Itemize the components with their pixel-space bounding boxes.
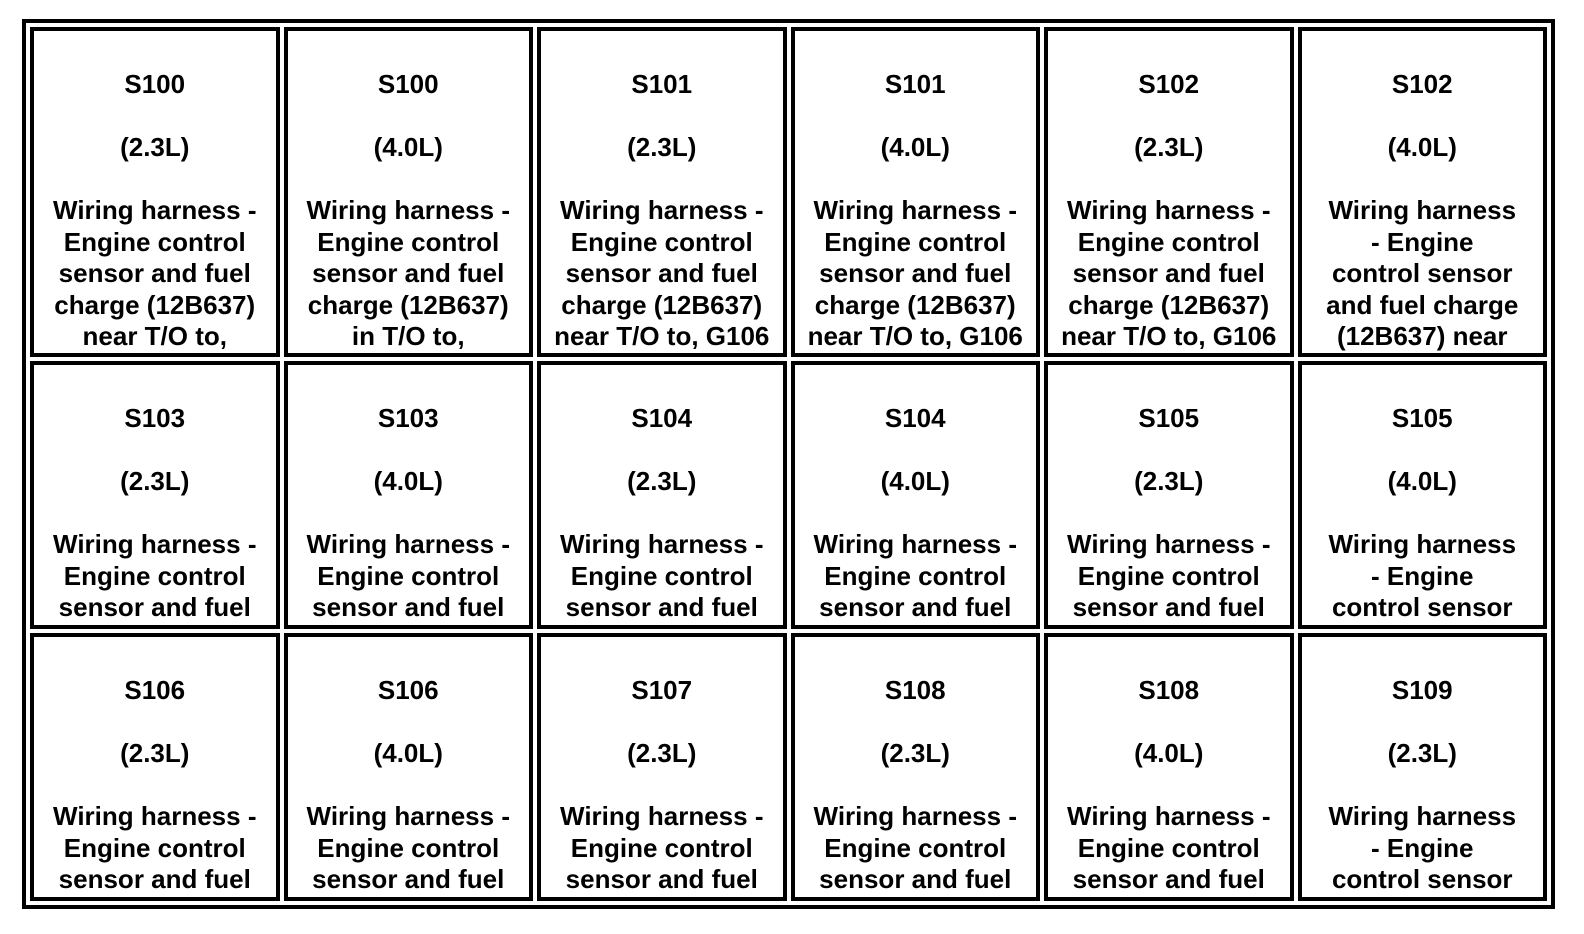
splice-description: Wiring harness - Engine control sensor and fuel (813, 800, 1017, 895)
engine-variant: (4.0L) (880, 465, 950, 496)
splice-id: S109 (1391, 674, 1453, 705)
splice-id: S108 (884, 674, 946, 705)
splice-id: S107 (631, 674, 693, 705)
splice-description: Wiring harness - Engine control sensor and fuel charge (12B637) near T/O to, G106 (1061, 194, 1277, 352)
splice-cell (537, 633, 787, 901)
splice-cell (1044, 27, 1294, 357)
engine-variant: (4.0L) (1134, 737, 1204, 768)
engine-variant: (2.3L) (120, 131, 190, 162)
engine-variant: (4.0L) (373, 465, 443, 496)
splice-description: Wiring harness - Engine control sensor and fuel charge (12B637) in T/O to, (306, 194, 510, 352)
splice-cell (1298, 361, 1548, 629)
splice-id: S103 (377, 402, 439, 433)
splice-description: Wiring harness - Engine control sensor and fuel (560, 528, 764, 623)
splice-description: Wiring harness - Engine control sensor and fuel (306, 800, 510, 895)
splice-description: Wiring harness - Engine control sensor (1328, 800, 1517, 895)
splice-description: Wiring harness - Engine control sensor and fuel charge (12B637) near (1326, 194, 1519, 352)
splice-cell (791, 361, 1041, 629)
splice-table (22, 19, 1555, 909)
engine-variant: (2.3L) (880, 737, 950, 768)
splice-description: Wiring harness - Engine control sensor and fuel (53, 800, 257, 895)
splice-description: Wiring harness - Engine control sensor and fuel (813, 528, 1017, 623)
splice-description: Wiring harness - Engine control sensor (1328, 528, 1517, 623)
engine-variant: (2.3L) (627, 465, 697, 496)
splice-id: S106 (124, 674, 186, 705)
splice-description: Wiring harness - Engine control sensor and fuel charge (12B637) near T/O to, G106 (554, 194, 770, 352)
engine-variant: (4.0L) (1387, 465, 1457, 496)
splice-id: S106 (377, 674, 439, 705)
splice-description: Wiring harness - Engine control sensor and fuel charge (12B637) near T/O to, (53, 194, 257, 352)
splice-id: S101 (631, 68, 693, 99)
splice-id: S108 (1138, 674, 1200, 705)
engine-variant: (2.3L) (120, 465, 190, 496)
splice-cell (30, 633, 280, 901)
engine-variant: (2.3L) (1134, 465, 1204, 496)
splice-description: Wiring harness - Engine control sensor and fuel (1067, 800, 1271, 895)
splice-id: S105 (1138, 402, 1200, 433)
engine-variant: (2.3L) (1134, 131, 1204, 162)
splice-cell (1044, 633, 1294, 901)
splice-cell (537, 27, 787, 357)
splice-id: S101 (884, 68, 946, 99)
engine-variant: (2.3L) (120, 737, 190, 768)
splice-cell (284, 633, 534, 901)
splice-cell (1044, 361, 1294, 629)
engine-variant: (4.0L) (1387, 131, 1457, 162)
splice-description: Wiring harness - Engine control sensor and fuel (306, 528, 510, 623)
splice-id: S105 (1391, 402, 1453, 433)
splice-description: Wiring harness - Engine control sensor and fuel charge (12B637) near T/O to, G106 (807, 194, 1023, 352)
splice-id: S102 (1391, 68, 1453, 99)
splice-cell (537, 361, 787, 629)
splice-id: S104 (884, 402, 946, 433)
splice-id: S100 (124, 68, 186, 99)
splice-id: S103 (124, 402, 186, 433)
engine-variant: (2.3L) (1387, 737, 1457, 768)
splice-cell (30, 27, 280, 357)
engine-variant: (4.0L) (373, 131, 443, 162)
splice-id: S100 (377, 68, 439, 99)
splice-cell (284, 361, 534, 629)
engine-variant: (4.0L) (880, 131, 950, 162)
splice-cell (30, 361, 280, 629)
splice-cell (791, 27, 1041, 357)
engine-variant: (2.3L) (627, 131, 697, 162)
splice-cell (1298, 27, 1548, 357)
engine-variant: (2.3L) (627, 737, 697, 768)
splice-description: Wiring harness - Engine control sensor and fuel (53, 528, 257, 623)
splice-id: S104 (631, 402, 693, 433)
splice-id: S102 (1138, 68, 1200, 99)
splice-cell (284, 27, 534, 357)
splice-description: Wiring harness - Engine control sensor and fuel (1067, 528, 1271, 623)
engine-variant: (4.0L) (373, 737, 443, 768)
splice-description: Wiring harness - Engine control sensor and fuel (560, 800, 764, 895)
splice-cell (791, 633, 1041, 901)
splice-cell (1298, 633, 1548, 901)
